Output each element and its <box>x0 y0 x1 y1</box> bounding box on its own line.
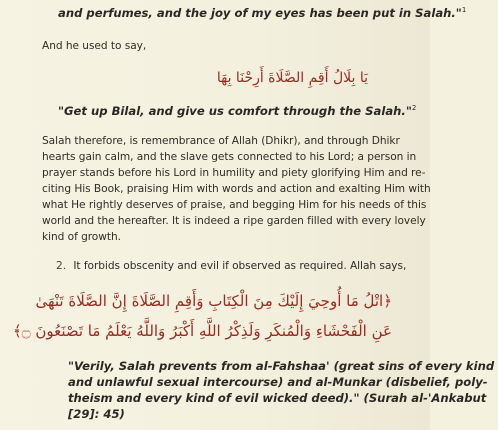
quran-ayah-line-1: ﴿اتْلُ مَا أُوحِيَ إِلَيْكَ مِنَ الْكِتَابِ وَأَقِمِ الصَّلَاةَ إِنَّ الصَّلَاةَ تَنْهَىٰ <box>35 292 392 310</box>
bilal-translation <box>58 104 488 118</box>
paragraph-line: kind of growth. <box>42 231 121 243</box>
list-item-2 <box>56 260 486 272</box>
bilal-text: "Get up Bilal, and give us comfort through the Salah." <box>58 104 412 118</box>
footnote-marker: 1 <box>461 6 467 15</box>
quran-ayah-line-2: عَنِ الْفَحْشَاءِ وَالْمُنكَرِ وَلَذِكْرُ اللَّهِ أَكْبَرُ وَاللَّهُ يَعْلَمُ مَا تَصْنَعُونَ ۝﴾ <box>12 322 392 340</box>
hadith-text: and perfumes, and the joy of my eyes has been put in Salah." <box>58 6 462 20</box>
list-number: 2. <box>56 260 67 272</box>
list-text: It forbids obscenity and evil if observed as required. Allah says, <box>73 260 407 272</box>
hadith-translation-end <box>58 6 488 20</box>
translation-line: theism and every kind of evil wicked deed)." (Surah al-'Ankabut <box>68 391 487 405</box>
translation-line: [29]: 45) <box>68 407 125 421</box>
paragraph-line: what He rightly deserves of praise, and begging Him for his needs of this <box>42 199 427 211</box>
paragraph-line: citing His Book, praising Him with words and action and exalting Him with <box>42 183 431 195</box>
paragraph-line: Salah therefore, is remembrance of Allah (Dhikr), and through Dhikr <box>42 135 400 147</box>
arabic-hadith: يَا بِلَالُ أَقِمِ الصَّلَاةَ أَرِحْنَا بِهَا <box>216 70 368 86</box>
paragraph-line: world and the hereafter. It is indeed a ripe garden filled with every lovely <box>42 215 426 227</box>
paragraph-line: hearts gain calm, and the slave gets connected to his Lord; a person in <box>42 151 417 163</box>
translation-line: and unlawful sexual intercourse) and al-Munkar (disbelief, poly- <box>68 375 488 389</box>
translation-line: "Verily, Salah prevents from al-Fahshaa' (great sins of every kind <box>68 359 495 373</box>
paragraph-line: prayer stands before his Lord in humility and piety glorifying Him and re- <box>42 167 426 179</box>
intro-line: And he used to say, <box>42 40 147 52</box>
footnote-marker: 2 <box>411 104 417 113</box>
